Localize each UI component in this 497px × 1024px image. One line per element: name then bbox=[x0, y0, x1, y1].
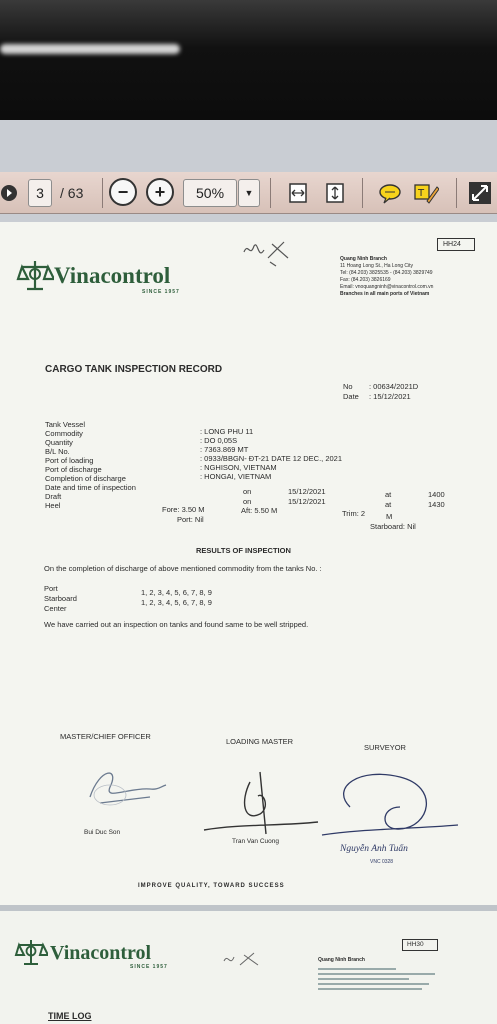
logo-text: Vinacontrol bbox=[50, 942, 152, 964]
separator bbox=[362, 178, 363, 208]
on-label: on bbox=[243, 497, 252, 506]
surveyor-name: Nguyễn Anh Tuấn bbox=[340, 844, 408, 854]
form-code: HH24 bbox=[443, 241, 461, 248]
field-label: B/L No. bbox=[45, 447, 70, 456]
branch-address: 11 Hoang Long St., Ha Long City bbox=[340, 263, 414, 269]
zoom-in-button[interactable] bbox=[146, 178, 174, 206]
completion-time: 1400 bbox=[428, 490, 445, 499]
logo-since: SINCE 1957 bbox=[142, 289, 180, 295]
field-label: Quantity bbox=[45, 438, 73, 447]
pdf-toolbar bbox=[0, 172, 497, 214]
form-code-box bbox=[402, 939, 438, 951]
results-title: RESULTS OF INSPECTION bbox=[196, 546, 291, 555]
zoom-in-icon: + bbox=[154, 181, 166, 202]
form-code-box bbox=[437, 238, 475, 251]
vinacontrol-logo bbox=[16, 258, 180, 297]
separator bbox=[102, 178, 103, 208]
record-no-value: : 00634/2021D bbox=[369, 382, 419, 391]
initials-mark-icon bbox=[240, 238, 300, 268]
zoom-value: 50% bbox=[196, 185, 225, 201]
heel-port: Port: Nil bbox=[177, 515, 204, 524]
loading-master-title: LOADING MASTER bbox=[226, 737, 294, 746]
branch-name: Quang Ninh Branch bbox=[318, 957, 365, 963]
field-label: Port of discharge bbox=[45, 465, 102, 474]
page-current: 3 bbox=[36, 185, 44, 201]
logo-since: SINCE 1957 bbox=[130, 964, 168, 970]
vinacontrol-logo-next bbox=[14, 937, 168, 972]
loading-master-name: Tran Van Cuong bbox=[232, 838, 279, 845]
master-name: Bui Duc Son bbox=[84, 829, 121, 836]
logo-text: Vinacontrol bbox=[54, 263, 171, 288]
field-label: Completion of discharge bbox=[45, 474, 126, 483]
branch-info-blurred bbox=[318, 965, 448, 999]
field-value: : HONGAI, VIETNAM bbox=[200, 472, 272, 481]
page-total: / 63 bbox=[60, 185, 84, 201]
fit-page-icon[interactable] bbox=[320, 179, 350, 207]
surveyor-signature-icon bbox=[320, 767, 460, 847]
inspection-time: 1430 bbox=[428, 500, 445, 509]
field-value: : DO 0,05S bbox=[200, 436, 238, 445]
fit-width-icon[interactable] bbox=[283, 179, 313, 207]
surveyor-title: SURVEYOR bbox=[364, 743, 406, 752]
zoom-out-icon: − bbox=[117, 181, 129, 202]
heel-starboard: Starboard: Nil bbox=[370, 522, 416, 531]
comment-icon[interactable] bbox=[375, 179, 405, 207]
time-log-heading: TIME LOG bbox=[48, 1011, 92, 1021]
svg-text:T: T bbox=[418, 188, 425, 199]
scales-logo-icon bbox=[16, 258, 54, 292]
draft-fore: Fore: 3.50 M bbox=[162, 505, 205, 514]
branch-tel: Tel: (84.203) 3825535 - (84.203) 3829749 bbox=[340, 270, 433, 276]
port-label: Port bbox=[44, 584, 58, 593]
port-tanks: 1, 2, 3, 4, 5, 6, 7, 8, 9 bbox=[141, 588, 212, 597]
starboard-label: Starboard bbox=[44, 594, 77, 603]
field-value: : 7363.869 MT bbox=[200, 445, 249, 454]
branch-name: Quang Ninh Branch bbox=[340, 256, 387, 262]
branch-fax: Fax: (84.203) 3826169 bbox=[340, 277, 391, 283]
page-number-input[interactable] bbox=[28, 179, 52, 207]
initials-mark-icon bbox=[222, 951, 266, 971]
branch-ports: Branches in all main ports of Vietnam bbox=[340, 291, 430, 297]
menu-arrow-icon[interactable] bbox=[0, 179, 24, 207]
field-value: : NGHISON, VIETNAM bbox=[200, 463, 277, 472]
at-label: at bbox=[385, 490, 392, 499]
surveyor-id: VNC 0328 bbox=[370, 859, 394, 865]
screen-glare bbox=[0, 44, 180, 54]
chevron-down-icon: ▼ bbox=[244, 188, 254, 198]
field-label: Port of loading bbox=[45, 456, 94, 465]
record-date-label: Date bbox=[343, 392, 359, 401]
loading-master-signature-icon bbox=[200, 762, 320, 842]
document-title: CARGO TANK INSPECTION RECORD bbox=[45, 364, 223, 375]
field-value: : LONG PHU 11 bbox=[200, 427, 254, 436]
at-label: at bbox=[385, 500, 392, 509]
document-page-next bbox=[0, 905, 497, 1024]
fullscreen-icon[interactable] bbox=[465, 179, 495, 207]
field-label: Draft bbox=[45, 492, 62, 501]
record-date-value: : 15/12/2021 bbox=[369, 392, 411, 401]
inspection-date: 15/12/2021 bbox=[288, 497, 326, 506]
results-intro: On the completion of discharge of above mentioned commodity from the tanks No. : bbox=[44, 564, 322, 573]
conclusion-text: We have carried out an inspection on tanks and found same to be well stripped. bbox=[44, 620, 309, 629]
zoom-dropdown-button[interactable] bbox=[238, 179, 260, 207]
separator bbox=[456, 178, 457, 208]
branch-info bbox=[340, 256, 490, 308]
draft-aft: Aft: 5.50 M bbox=[241, 506, 278, 515]
zoom-select[interactable] bbox=[183, 179, 237, 207]
highlight-icon[interactable] bbox=[411, 179, 441, 207]
trim-value: Trim: 2 bbox=[342, 509, 366, 518]
field-label: Tank Vessel bbox=[45, 420, 86, 429]
document-page bbox=[0, 222, 497, 1017]
on-label: on bbox=[243, 487, 252, 496]
field-value: : 0933/BBGN- ĐT-21 DATE 12 DEC., 2021 bbox=[200, 454, 343, 463]
branch-email: Email: vnoquangninh@vinacontrol.com.vn bbox=[340, 284, 434, 290]
form-code: HH30 bbox=[407, 941, 424, 948]
master-signature-icon bbox=[80, 757, 170, 817]
scales-logo-icon bbox=[14, 937, 48, 967]
monitor-bezel bbox=[0, 0, 497, 120]
separator bbox=[270, 178, 271, 208]
master-title: MASTER/CHIEF OFFICER bbox=[60, 732, 151, 741]
field-label: Date and time of inspection bbox=[45, 483, 136, 492]
field-label: Commodity bbox=[45, 429, 83, 438]
record-no-label: No bbox=[343, 382, 353, 391]
zoom-out-button[interactable] bbox=[109, 178, 137, 206]
starboard-tanks: 1, 2, 3, 4, 5, 6, 7, 8, 9 bbox=[141, 598, 212, 607]
center-label: Center bbox=[44, 604, 67, 613]
pdf-viewer bbox=[0, 120, 497, 1024]
completion-date: 15/12/2021 bbox=[288, 487, 326, 496]
field-label: Heel bbox=[45, 501, 61, 510]
slogan: IMPROVE QUALITY, TOWARD SUCCESS bbox=[138, 883, 285, 889]
trim-unit: M bbox=[386, 512, 393, 521]
